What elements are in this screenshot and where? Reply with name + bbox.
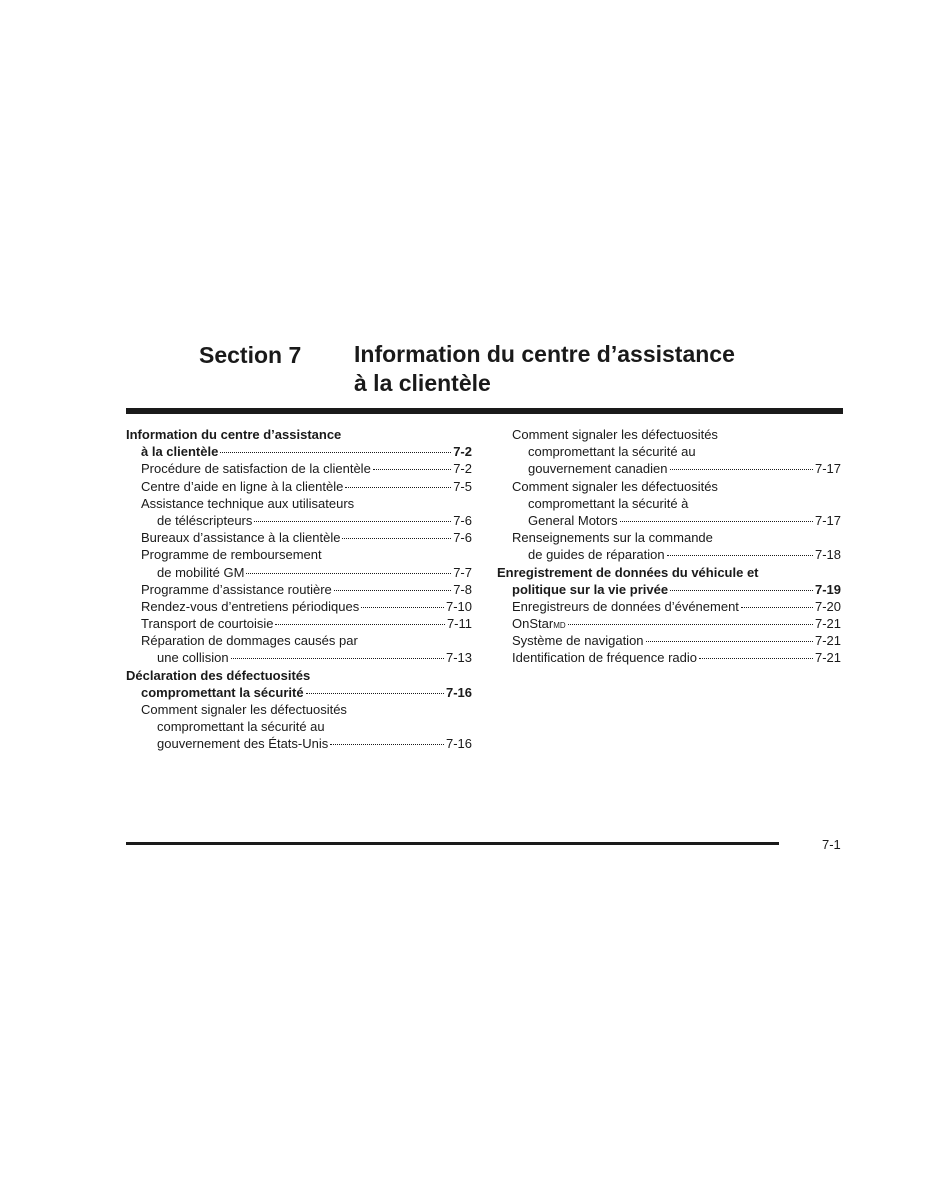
section-title-line-2: à la clientèle bbox=[354, 370, 491, 396]
header-rule bbox=[126, 408, 843, 414]
section-label: Section 7 bbox=[199, 342, 302, 368]
dot-leader bbox=[670, 469, 813, 470]
toc-entry-text: à la clientèle bbox=[141, 444, 219, 460]
toc-page-ref: 7-10 bbox=[445, 598, 472, 614]
toc-page-ref: 7-6 bbox=[453, 530, 472, 546]
toc-entry[interactable] bbox=[126, 667, 472, 701]
toc-entry-line-leader bbox=[126, 512, 472, 529]
toc-entry-text: Procédure de satisfaction de la clientèle bbox=[141, 461, 371, 477]
toc-entry-line-leader bbox=[497, 649, 841, 666]
dot-leader bbox=[345, 487, 451, 488]
toc-entry-text: Information du centre d’assistance bbox=[126, 427, 342, 442]
dot-leader bbox=[220, 452, 451, 453]
toc-page-ref: 7-5 bbox=[453, 478, 472, 494]
toc-entry-line-leader bbox=[126, 443, 472, 460]
dot-leader bbox=[373, 469, 451, 470]
toc-page-ref: 7-17 bbox=[814, 512, 841, 528]
toc-left-column bbox=[126, 426, 472, 753]
toc-right-column bbox=[497, 426, 841, 667]
toc-entry-text: Assistance technique aux utilisateurs bbox=[141, 495, 355, 511]
toc-page-ref: 7-20 bbox=[814, 598, 841, 614]
toc-entry-text: Système de navigation bbox=[512, 633, 644, 649]
toc-entry-text: gouvernement des États-Unis bbox=[157, 736, 329, 752]
toc-entry-text: politique sur la vie privée bbox=[512, 581, 669, 597]
toc-entry-line-leader bbox=[126, 460, 472, 477]
toc-entry-line-leader bbox=[126, 564, 472, 581]
toc-entry-line-leader bbox=[126, 581, 472, 598]
toc-entry-text: gouvernement canadien bbox=[528, 461, 668, 477]
dot-leader bbox=[334, 590, 451, 591]
toc-entry[interactable] bbox=[497, 615, 841, 632]
toc-entry[interactable] bbox=[126, 615, 472, 632]
toc-entry[interactable] bbox=[497, 426, 841, 478]
toc-entry-line-leader bbox=[497, 460, 841, 477]
dot-leader bbox=[667, 555, 813, 556]
toc-page-ref: 7-21 bbox=[814, 650, 841, 666]
section-title bbox=[354, 340, 735, 398]
dot-leader bbox=[342, 538, 451, 539]
toc-page-ref: 7-2 bbox=[453, 461, 472, 477]
toc-page-ref: 7-13 bbox=[445, 650, 472, 666]
toc-entry-text: Renseignements sur la commande bbox=[512, 530, 713, 546]
toc-entry-text: compromettant la sécurité au bbox=[528, 444, 696, 460]
footer-rule bbox=[126, 842, 779, 845]
toc-entry[interactable] bbox=[497, 649, 841, 666]
toc-entry-text: compromettant la sécurité au bbox=[157, 719, 325, 735]
toc-entry-text: General Motors bbox=[528, 512, 618, 528]
toc-page-ref: 7-21 bbox=[814, 633, 841, 649]
toc-entry-text: Rendez-vous d’entretiens périodiques bbox=[141, 598, 360, 614]
dot-leader bbox=[361, 607, 444, 608]
toc-entry-text: Bureaux d’assistance à la clientèle bbox=[141, 530, 341, 546]
dot-leader bbox=[275, 624, 444, 625]
toc-entry-text: Enregistreurs de données d’événement bbox=[512, 598, 739, 614]
toc-entry[interactable] bbox=[126, 426, 472, 460]
dot-leader bbox=[246, 573, 451, 574]
toc-entry-line-leader bbox=[126, 735, 472, 752]
toc-entry-text: OnStar bbox=[512, 616, 554, 632]
toc-entry[interactable] bbox=[497, 529, 841, 563]
toc-entry[interactable] bbox=[126, 701, 472, 753]
dot-leader bbox=[646, 641, 813, 642]
toc-entry-line-leader: OnStar MD 7-21 bbox=[512, 616, 841, 632]
toc-page-ref: 7-6 bbox=[453, 512, 472, 528]
toc-page-ref: 7-17 bbox=[814, 461, 841, 477]
toc-page-ref: 7-21 bbox=[814, 616, 841, 632]
toc-entry-line-leader bbox=[126, 615, 472, 632]
section-title-line-1: Information du centre d’assistance bbox=[354, 341, 735, 367]
toc-entry-text: Centre d’aide en ligne à la clientèle bbox=[141, 478, 344, 494]
toc-entry-text: une collision bbox=[157, 650, 229, 666]
dot-leader bbox=[568, 624, 813, 625]
toc-page-ref: 7-16 bbox=[445, 736, 472, 752]
toc-entry-text: Comment signaler les défectuosités bbox=[141, 702, 347, 717]
toc-entry[interactable] bbox=[126, 529, 472, 546]
toc-entry-line-leader bbox=[126, 529, 472, 546]
toc-page-ref: 7-11 bbox=[446, 616, 472, 632]
toc-entry-text: Enregistrement de données du véhicule et bbox=[497, 564, 759, 580]
toc-entry[interactable] bbox=[497, 598, 841, 615]
toc-entry[interactable] bbox=[126, 632, 472, 666]
toc-entry[interactable] bbox=[126, 460, 472, 477]
toc-entry-text: de téléscripteurs bbox=[157, 512, 253, 528]
toc-entry[interactable] bbox=[497, 632, 841, 649]
dot-leader bbox=[620, 521, 813, 522]
page-number: 7-1 bbox=[822, 837, 841, 852]
toc-entry-line-leader bbox=[497, 581, 841, 598]
toc-entry-line-leader bbox=[497, 598, 841, 615]
toc-entry[interactable] bbox=[126, 598, 472, 615]
toc-entry-text: Comment signaler les défectuosités bbox=[512, 478, 718, 494]
toc-entry-text: Programme de remboursement bbox=[141, 547, 322, 563]
dot-leader bbox=[670, 590, 813, 591]
toc-entry-line-leader bbox=[497, 512, 841, 529]
toc-entry-text: compromettant la sécurité bbox=[141, 684, 304, 700]
toc-page-ref: 7-18 bbox=[814, 547, 841, 563]
toc-entry-text: Transport de courtoisie bbox=[141, 616, 274, 632]
dot-leader bbox=[741, 607, 813, 608]
toc-entry-line-leader bbox=[126, 478, 472, 495]
toc-entry[interactable] bbox=[126, 546, 472, 580]
toc-entry-text: de mobilité GM bbox=[157, 564, 245, 580]
toc-entry[interactable] bbox=[126, 581, 472, 598]
dot-leader bbox=[330, 744, 444, 745]
toc-entry[interactable] bbox=[126, 495, 472, 529]
toc-entry-text: Comment signaler les défectuosités bbox=[512, 427, 718, 442]
dot-leader bbox=[254, 521, 451, 522]
toc-entry[interactable] bbox=[126, 478, 472, 495]
toc-entry[interactable] bbox=[497, 478, 841, 530]
toc-page-ref: 7-19 bbox=[814, 581, 841, 597]
toc-entry-text: compromettant la sécurité à bbox=[528, 495, 689, 511]
toc-page-ref: 7-16 bbox=[445, 684, 472, 700]
toc-entry-text: Déclaration des défectuosités bbox=[126, 667, 311, 683]
toc-page-ref: 7-2 bbox=[453, 444, 472, 460]
toc-entry-line-leader bbox=[126, 684, 472, 701]
dot-leader bbox=[231, 658, 444, 659]
toc-entry-text: Identification de fréquence radio bbox=[512, 650, 698, 666]
toc-entry-line-leader bbox=[497, 546, 841, 563]
toc-entry-line-leader bbox=[126, 598, 472, 615]
toc-entry[interactable] bbox=[497, 564, 841, 598]
toc-entry-text: de guides de réparation bbox=[528, 547, 665, 563]
toc-page-ref: 7-8 bbox=[453, 581, 472, 597]
toc-entry-text: Programme d’assistance routière bbox=[141, 581, 332, 597]
dot-leader bbox=[306, 693, 444, 694]
toc-entry-line-leader bbox=[126, 649, 472, 666]
toc-entry-text: Réparation de dommages causés par bbox=[141, 633, 358, 649]
dot-leader bbox=[699, 658, 813, 659]
toc-entry-line-leader bbox=[497, 632, 841, 649]
toc-page-ref: 7-7 bbox=[453, 564, 472, 580]
